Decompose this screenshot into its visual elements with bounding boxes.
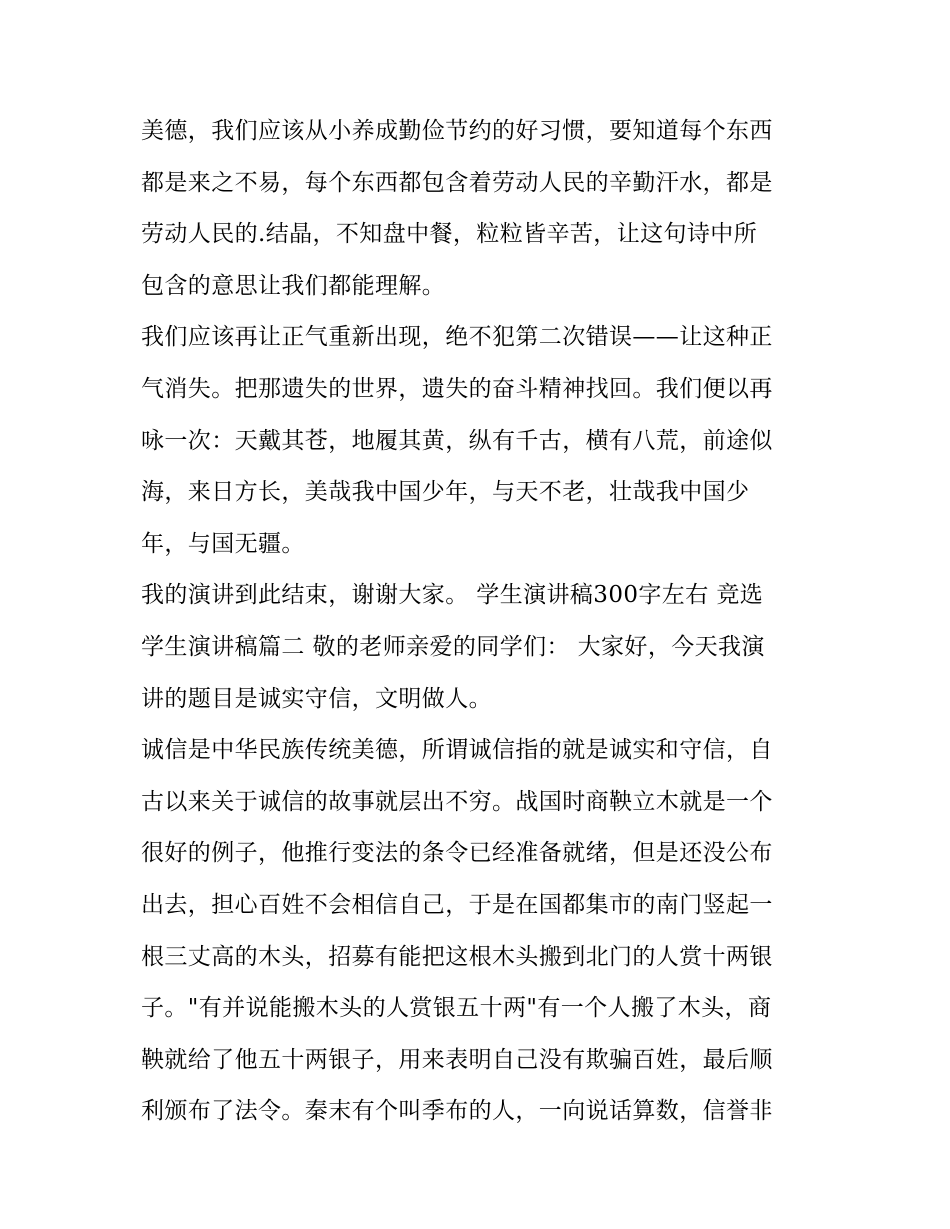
text-line: 我的演讲到此结束，谢谢大家。 学生演讲稿300字左右 竞选	[141, 582, 764, 609]
text-line: 古以来关于诚信的故事就层出不穷。战国时商鞅立木就是一个	[141, 788, 773, 815]
text-line: 包含的意思让我们都能理解。	[141, 272, 446, 299]
text-line: 利颁布了法令。秦末有个叫季布的人，一向说话算数，信誉非	[141, 1098, 773, 1125]
body-text	[141, 106, 821, 1138]
text-line: 都是来之不易，每个东西都包含着劳动人民的辛勤汗水，都是	[141, 169, 773, 196]
text-line: 劳动人民的.结晶，不知盘中餐，粒粒皆辛苦，让这句诗中所	[141, 221, 758, 248]
text-line: 讲的题目是诚实守信，文明做人。	[141, 685, 492, 712]
text-line: 出去，担心百姓不会相信自己，于是在国都集市的南门竖起一	[141, 891, 773, 918]
text-line: 美德，我们应该从小养成勤俭节约的好习惯，要知道每个东西	[141, 118, 773, 144]
text-line: 鞅就给了他五十两银子，用来表明自己没有欺骗百姓，最后顺	[141, 1046, 773, 1073]
text-line: 气消失。把那遗失的世界，遗失的奋斗精神找回。我们便以再	[141, 375, 773, 402]
text-line: 学生演讲稿篇二 敬的老师亲爱的同学们： 大家好，今天我演	[141, 633, 765, 660]
text-line: 很好的例子，他推行变法的条令已经准备就绪，但是还没公布	[141, 840, 773, 867]
text-line: 海，来日方长，美哉我中国少年，与天不老，壮哉我中国少	[141, 479, 750, 506]
text-line: 诚信是中华民族传统美德，所谓诚信指的就是诚实和守信，自	[141, 737, 773, 764]
text-line: 根三丈高的木头，招募有能把这根木头搬到北门的人赏十两银	[141, 943, 773, 970]
text-line: 咏一次：天戴其苍，地履其黄，纵有千古，横有八荒，前途似	[141, 427, 773, 454]
text-line: 子。"有并说能搬木头的人赏银五十两"有一个人搬了木头，商	[141, 995, 772, 1022]
text-line: 我们应该再让正气重新出现，绝不犯第二次错误——让这种正	[141, 324, 773, 351]
text-line: 年，与国无疆。	[141, 530, 305, 557]
